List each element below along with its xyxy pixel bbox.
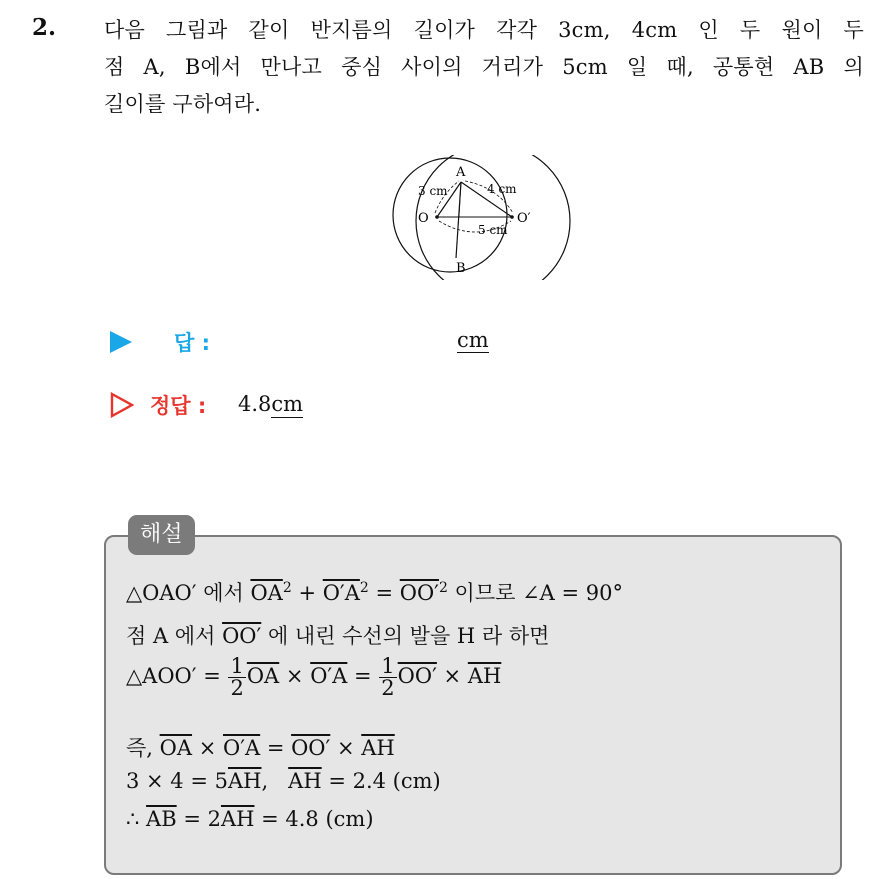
question-text [104,12,864,123]
segment-oop-symbol: OO′ [397,664,437,688]
solution-tag: 해설 [128,515,195,555]
sol-text: = 4.8 (cm) [254,807,374,831]
segment-opa-symbol: O′A [322,581,360,605]
circle-o [393,158,507,272]
numerator: 1 [230,654,244,678]
sol-text: △OAO′ 에서 [126,581,251,605]
exponent: 2 [359,580,369,596]
center-o-prime-dot [510,215,514,219]
answer-unit[interactable]: cm [457,328,489,352]
segment-opa-symbol: O′A [310,664,348,688]
solution-line-4 [126,732,395,762]
segment-ah-symbol: $\overline{AH}$ [288,769,322,793]
denominator: 2 [230,676,244,700]
segment-oa-symbol: $\overline{OA}$ [246,664,280,688]
sol-text: 3 × 4 = 5 [126,769,228,793]
segment-oop-symbol: OO′ [291,736,331,760]
exponent: 2 [438,580,448,596]
sol-text: × [436,664,468,688]
segment-ah-symbol: $\overline{AH}$ [220,807,255,831]
geometry-diagram [385,155,575,280]
solution-line-1 [126,577,623,607]
sol-text: 에 내린 수선의 발을 H 라 하면 [261,624,550,648]
fraction-half [228,656,245,699]
denominator: 2 [381,676,395,700]
play-triangle-icon [110,331,132,353]
segment-oop-symbol: OO′ [399,581,439,605]
segment-ah-symbol: $\overline{AH}$ [467,664,502,688]
sol-text: × [192,736,223,760]
solution-line-6 [126,807,374,831]
correct-value [238,392,303,416]
sol-text: 이므로 ∠A = 90° [447,581,624,605]
question-line-3: 길이를 구하여라. [104,92,262,116]
answer-row [110,325,710,361]
solution-line-5 [126,769,441,793]
label-4cm: 4 cm [487,182,517,196]
sol-text: 점 A 에서 [126,624,223,648]
sol-text: , [261,769,289,793]
center-o-dot [435,215,439,219]
question-number: 2. [32,14,57,41]
sol-text: △AOO′ = [126,664,228,688]
sol-text: + [291,581,323,605]
segment-opa-symbol: O′A [222,736,261,760]
correct-unit: cm [271,392,304,416]
sol-text: = [368,581,400,605]
segment-oa-symbol: $\overline{OA}$ [159,736,193,760]
numerator: 1 [381,654,395,678]
segment-ab-symbol: $\overline{AB}$ [146,807,177,831]
segment-ah-symbol: $\overline{AH}$ [227,769,262,793]
sol-text: = 2.4 (cm) [321,769,441,793]
outline-triangle-icon [110,392,134,418]
correct-label: 정답 : [150,394,207,418]
label-point-o: O [418,211,429,226]
two-circles-figure [385,155,575,280]
fraction-half [379,656,396,699]
segment-ah-symbol: $\overline{AH}$ [361,736,395,760]
correct-number: 4.8 [238,392,272,416]
exponent: 2 [282,580,292,596]
sol-text: ∴ [126,807,147,831]
segment-oa-symbol: $\overline{OA}$ [250,581,283,605]
solution-line-2 [126,620,549,650]
label-point-b: B [456,261,466,276]
sol-text: × [279,664,311,688]
segment-oop-symbol: OO′ [222,624,262,648]
question-line-2: 점 A, B에서 만나고 중심 사이의 거리가 5cm 일 때, 공통현 AB 의 [104,55,864,79]
sol-text: = 2 [176,807,221,831]
solution-line-3 [126,656,501,699]
correct-answer-row [110,388,710,424]
label-5cm: 5 cm [478,223,508,237]
answer-label: 답 : [174,331,210,355]
sol-text: 즉, [126,736,160,760]
sol-text: = [260,736,292,760]
label-point-o-prime: O′ [517,211,531,226]
label-point-a: A [456,165,466,180]
sol-text: = [347,664,379,688]
sol-text: × [330,736,362,760]
label-3cm: 3 cm [418,184,448,198]
question-line-1: 다음 그림과 같이 반지름의 길이가 각각 3cm, 4cm 인 두 원이 두 [104,18,864,42]
